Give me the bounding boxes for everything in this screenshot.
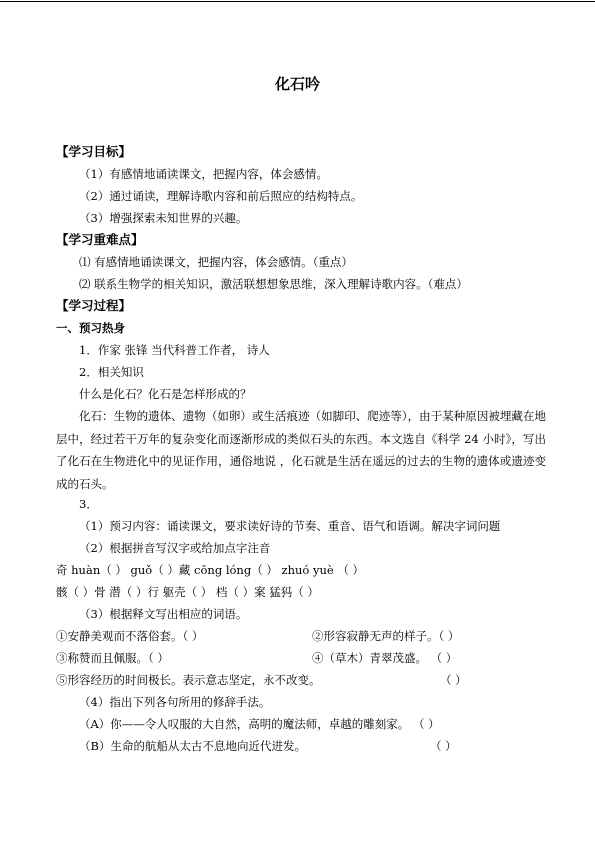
item3-preview-content: （1）预习内容：诵读课文，要求读好诗的节奏、重音、语气和语调。解决字词问题: [79, 519, 501, 533]
objective-item-3: （3）增强探索未知世界的兴趣。: [79, 211, 248, 225]
pinyin-row-1: 奇 huàn（ ） guǒ（ ）藏 cōng lóng（ ） zhuó yuè （ ）: [56, 563, 364, 577]
item3-label: 3．: [79, 497, 98, 511]
page-title: 化石吟: [274, 75, 320, 93]
pinyin-row-2: 骸（ ）骨 潜（ ）行 躯壳（ ） 档（ ）案 猛犸（ ）: [56, 585, 319, 599]
top-rule: [0, 1, 595, 2]
item3-pinyin-instruction: （2）根据拼音写汉字或给加点字注音: [79, 541, 271, 555]
objectives-heading: 【学习目标】: [56, 144, 132, 159]
definition-5-blank: （ ）: [440, 673, 467, 687]
author-line: 1．作家 张锋 当代科普工作者， 诗人: [79, 343, 270, 357]
rhetoric-b-blank: （ ）: [430, 739, 457, 753]
process-heading: 【学习过程】: [56, 298, 132, 313]
key-point-item-1: ⑴ 有感情地诵读课文，把握内容，体会感情。（重点）: [79, 255, 353, 269]
objective-item-2: （2）通过诵读，理解诗歌内容和前后照应的结构特点。: [79, 189, 363, 203]
knowledge-label: 2．相关知识: [79, 365, 144, 379]
key-points-heading: 【学习重难点】: [56, 232, 144, 247]
fossil-explanation: 化石：生物的遗体、遗物（如卵）或生活痕迹（如脚印、爬迹等），由于某种原因被埋藏在地层中，经过若干万年的复杂变化而逐渐形成的类似石头的东西。本文选自《科学 24 小时》，写出了化石在生物进化中的见证作用，通俗地说 ，化石就是生活在遥远的过去的生物的遗体或遗迹变成的石头。: [56, 409, 546, 491]
definition-3: ③称赞而且佩服。（ ）: [56, 651, 169, 665]
definition-2: ②形容寂静无声的样子。（ ）: [312, 629, 460, 643]
objective-item-1: （1）有感情地诵读课文，把握内容，体会感情。: [79, 167, 328, 181]
rhetoric-b: （B）生命的航船从太古不息地向近代进发。: [79, 739, 306, 753]
definition-4: ④（草木）青翠茂盛。 （ ）: [312, 651, 458, 665]
item3-rhetoric-instruction: （4）指出下列各句所用的修辞手法。: [79, 695, 271, 709]
definition-5: ⑤形容经历的时间极长。表示意志坚定，永不改变。: [56, 673, 321, 687]
item3-definition-instruction: （3）根据释文写出相应的词语。: [79, 607, 248, 621]
preview-heading: 一、预习热身: [56, 321, 125, 335]
fossil-question: 什么是化石？化石是怎样形成的？: [79, 387, 252, 401]
key-point-item-2: ⑵ 联系生物学的相关知识，激活联想想象思维，深入理解诗歌内容。（难点）: [79, 277, 468, 291]
definition-1: ①安静美观而不落俗套。（ ）: [56, 629, 204, 643]
rhetoric-a: （A）你——令人叹服的大自然，高明的魔法师，卓越的雕刻家。 （ ）: [79, 717, 440, 731]
